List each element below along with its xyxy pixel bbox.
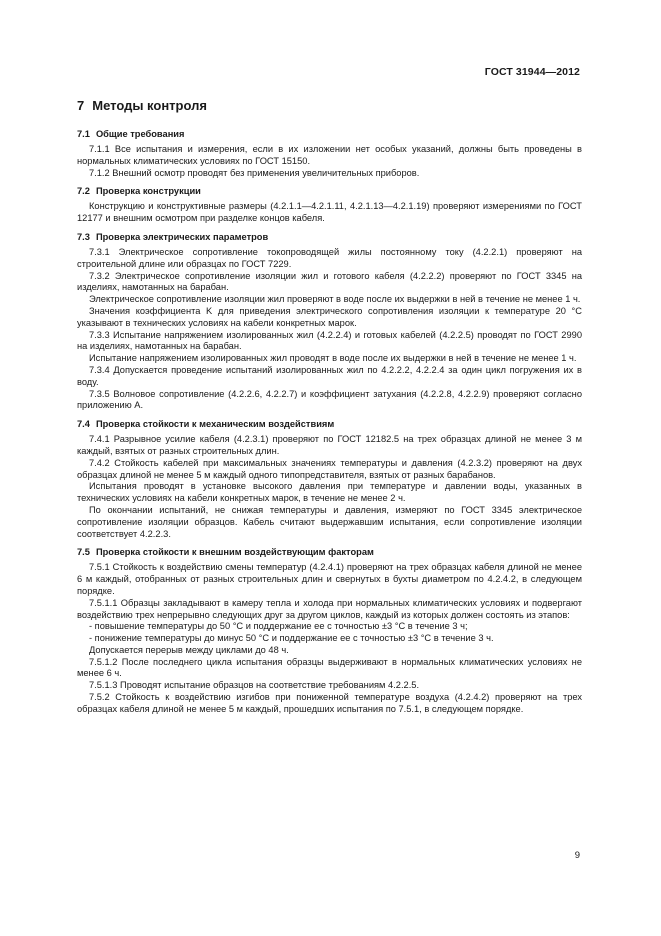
subsection-title: Проверка конструкции <box>95 186 201 197</box>
subsection-heading-7-1 <box>77 128 582 140</box>
paragraph: 7.5.1.2 После последнего цикла испытания образцы выдерживают в нормальных климатических условиях не менее 6 ч. <box>77 656 582 679</box>
paragraph: 7.5.1.1 Образцы закладывают в камеру тепла и холода при нормальных климатических условиях и подвергают воздействию трех непрерывно следующих друг за другом циклов, каждый из которых должен состоять из этапов: <box>77 597 582 620</box>
paragraph: 7.5.1.3 Проводят испытание образцов на соответствие требованиям 4.2.2.5. <box>89 680 420 691</box>
subsection-heading-7-2 <box>77 185 582 197</box>
paragraph: Значения коэффициента K для приведения электрического сопротивления изоляции к температуре 20 °С указывают в технических условиях на кабели конкретных марок. <box>77 305 582 328</box>
subsection-number: 7.5 <box>77 547 90 558</box>
paragraph: 7.5.2 Стойкость к воздействию изгибов при пониженной температуре воздуха (4.2.4.2) проверяют на трех образцах кабеля длиной не менее 5 м каждый, прошедших испытания по 7.5.1, в следующем порядке. <box>77 692 582 714</box>
subsection-title: Проверка стойкости к механическим воздействиям <box>95 419 335 430</box>
paragraph: Испытания проводят в установке высокого давления при температуре и давлении воды, указанных в технических условиях на кабели конкретных марок, в течение не менее 2 ч. <box>77 481 582 504</box>
paragraph: 7.3.5 Волновое сопротивление (4.2.2.6, 4.2.2.7) и коэффициент затухания (4.2.2.8, 4.2.2.9) проверяют согласно приложению А. <box>77 388 582 411</box>
section-number: 7 <box>77 98 85 113</box>
paragraph: Испытание напряжением изолированных жил проводят в воде после их выдержки в ней в течение не менее 1 ч. <box>89 353 577 364</box>
subsection-number: 7.4 <box>77 419 90 430</box>
section-title: Методы контроля <box>92 98 207 113</box>
paragraph: Допускается перерыв между циклами до 48 ч. <box>89 644 289 655</box>
page-content <box>77 98 582 716</box>
section-heading <box>77 98 582 114</box>
subsection-number: 7.3 <box>77 231 90 242</box>
subsection-title: Проверка стойкости к внешним воздействующим факторам <box>95 547 374 558</box>
paragraph: 7.3.2 Электрическое сопротивление изоляции жил и готового кабеля (4.2.2.2) проверяют по ГОСТ 3345 на изделиях, намотанных на барабан. <box>77 270 582 293</box>
paragraph: 7.1.2 Внешний осмотр проводят без применения увеличительных приборов. <box>89 167 420 178</box>
subsection-heading-7-4 <box>77 418 582 430</box>
paragraph: 7.4.2 Стойкость кабелей при максимальных значениях температуры и давления (4.2.3.2) проверяют на двух образцах длиной не менее 5 м каждый одного типопредставителя, взятых от разных барабанов. <box>77 457 582 480</box>
subsection-heading-7-5 <box>77 546 582 558</box>
subsection-title: Проверка электрических параметров <box>95 231 269 242</box>
paragraph: Конструкцию и конструктивные размеры (4.2.1.1—4.2.1.11, 4.2.1.13—4.2.1.19) проверяют измерениями по ГОСТ 12177 и внешним осмотром при разделке концов кабеля. <box>77 201 582 224</box>
paragraph: 7.3.1 Электрическое сопротивление токопроводящей жилы постоянному току (4.2.2.1) проверяют на строительной длине или образцах по ГОСТ 7229. <box>77 246 582 269</box>
paragraph: По окончании испытаний, не снижая температуры и давления, измеряют по ГОСТ 3345 электрическое сопротивление изоляции образцов. Кабель считают выдержавшим испытания, если сопротивление изоляции соответствует 4.2.2.3. <box>77 504 582 539</box>
paragraph: 7.3.3 Испытание напряжением изолированных жил (4.2.2.4) и готовых кабелей (4.2.2.5) проводят по ГОСТ 2990 на изделиях, намотанных на барабан. <box>77 329 582 352</box>
paragraph: 7.5.1 Стойкость к воздействию смены температур (4.2.4.1) проверяют на трех образцах кабеля длиной не менее 6 м каждый, отобранных от разных строительных длин и свернутых в бухты диаметром по 4.2.4.2, в следующем порядке. <box>77 562 582 596</box>
subsection-number: 7.2 <box>77 186 90 197</box>
paragraph: 7.1.1 Все испытания и измерения, если в их изложении нет особых указаний, должны быть проведены в нормальных климатических условиях по ГОСТ 15150. <box>77 144 582 166</box>
paragraph: 7.4.1 Разрывное усилие кабеля (4.2.3.1) проверяют по ГОСТ 12182.5 на трех образцах длиной не менее 3 м каждый, взятых от разных строительных длин. <box>77 434 582 456</box>
paragraph: 7.3.4 Допускается проведение испытаний изолированных жил по 4.2.2.2, 4.2.2.4 за один цикл погружения их в воду. <box>77 364 582 387</box>
document-id-header: ГОСТ 31944—2012 <box>484 66 580 78</box>
paragraph: Электрическое сопротивление изоляции жил проверяют в воде после их выдержки в ней в течение не менее 1 ч. <box>89 294 581 305</box>
list-item: - понижение температуры до минус 50 °С и поддержание ее с точностью ±3 °С в течение 3 ч. <box>89 633 494 644</box>
list-item: - повышение температуры до 50 °С и поддержание ее с точностью ±3 °С в течение 3 ч; <box>89 621 468 632</box>
page-number: 9 <box>574 850 580 861</box>
subsection-heading-7-3 <box>77 231 582 243</box>
subsection-title: Общие требования <box>95 129 185 139</box>
subsection-number: 7.1 <box>77 129 90 139</box>
